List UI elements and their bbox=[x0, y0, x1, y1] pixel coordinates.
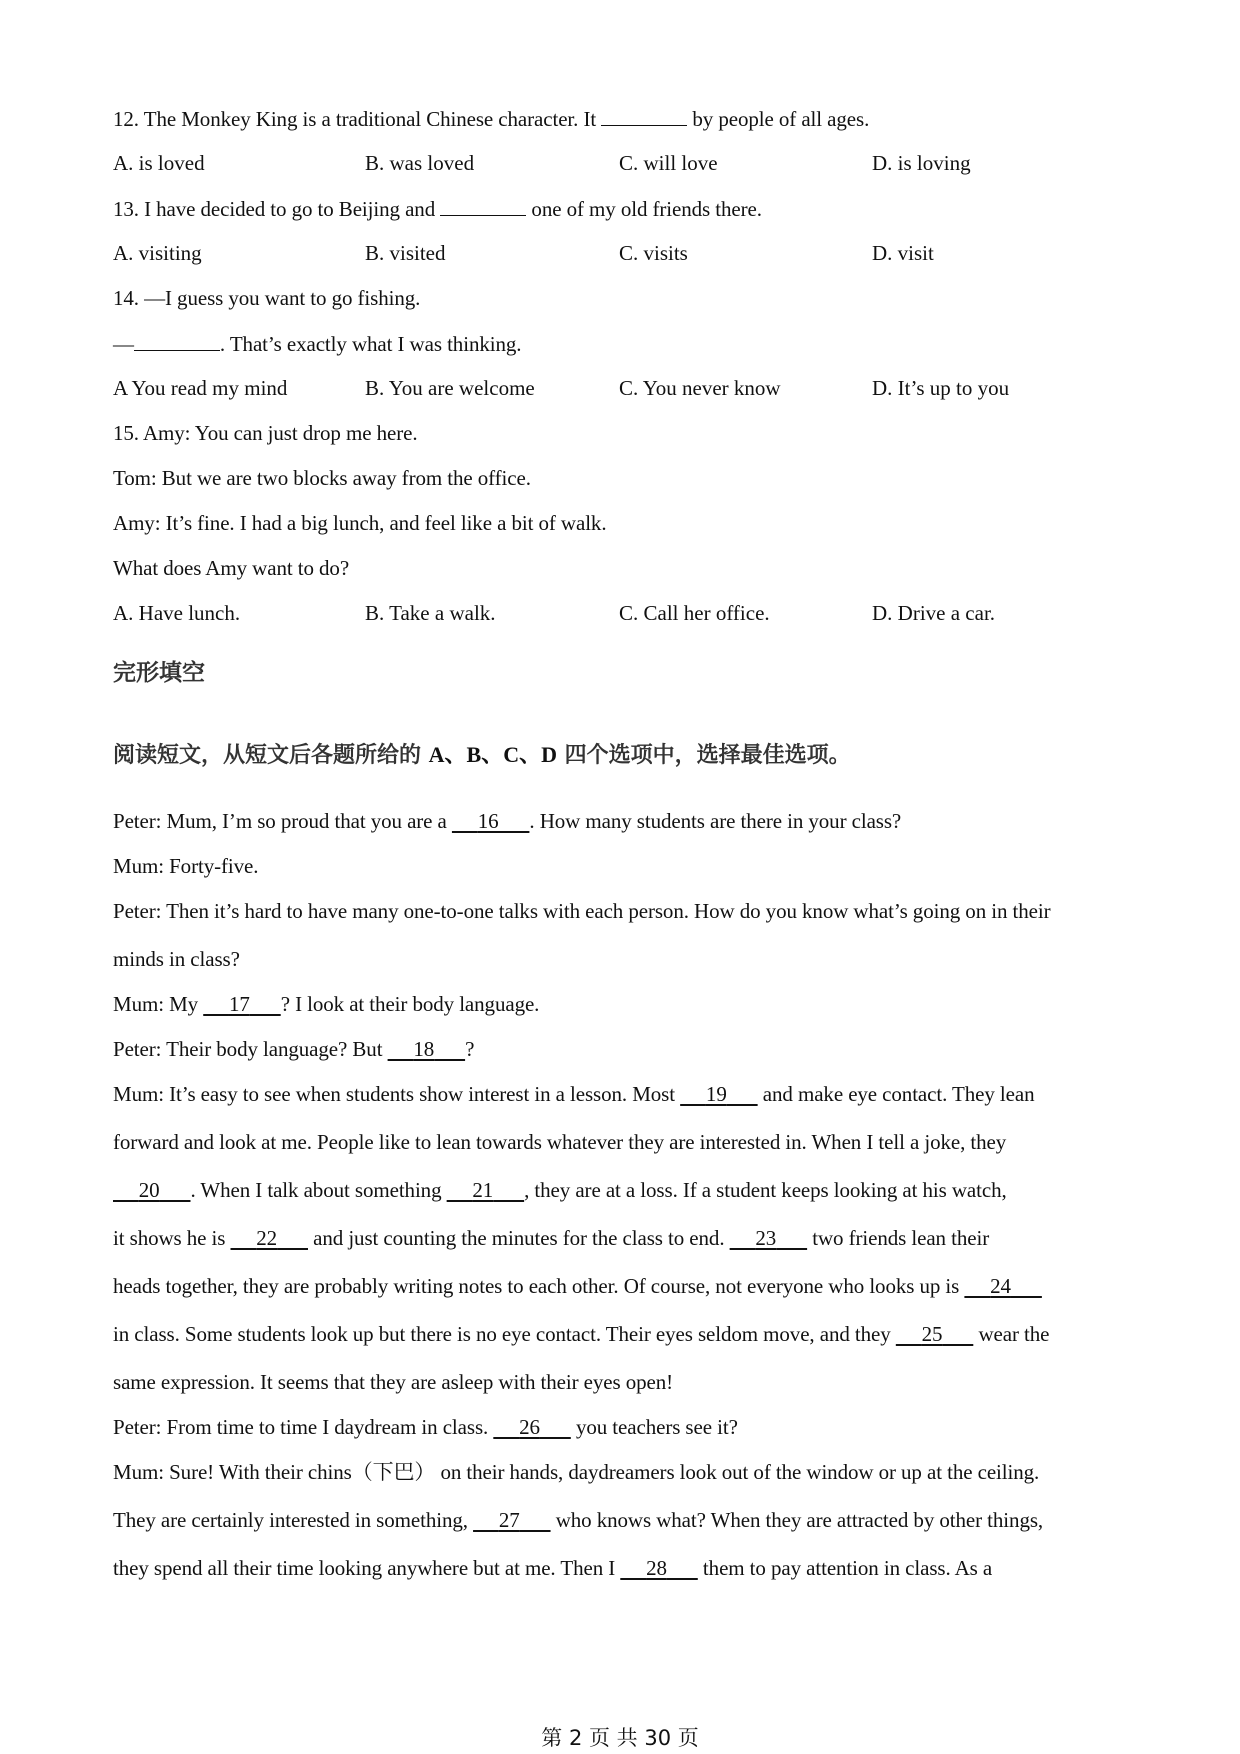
cloze-gap-23: 23 bbox=[755, 1226, 777, 1250]
option-a: A. Have lunch. bbox=[113, 601, 241, 625]
passage-line bbox=[113, 1273, 1042, 1299]
passage-line bbox=[113, 1177, 1007, 1203]
passage-text: , they are at a loss. If a student keeps looking at his watch, bbox=[524, 1178, 1007, 1202]
passage-text: . How many students are there in your class? bbox=[529, 809, 902, 833]
passage-text: who knows what? When they are attracted by other things, bbox=[550, 1508, 1044, 1532]
passage-text: forward and look at me. People like to lean towards whatever they are interested in. When I tell a joke, they bbox=[113, 1130, 1007, 1154]
answer-blank bbox=[134, 330, 220, 351]
passage-line bbox=[113, 808, 901, 834]
option-d: D. visit bbox=[872, 241, 934, 265]
cloze-gap-19: 19 bbox=[705, 1082, 727, 1106]
option-d: D. is loving bbox=[872, 151, 971, 175]
passage-text: it shows he is bbox=[113, 1226, 231, 1250]
passage-line bbox=[113, 946, 240, 972]
question-14-stem: 14. —I guess you want to go fishing. bbox=[113, 286, 421, 310]
passage-text: Mum: Sure! With their chins（下巴） on their hands, daydreamers look out of the window or up at the ceiling. bbox=[113, 1460, 1040, 1484]
cloze-gap-20: 20 bbox=[138, 1178, 160, 1202]
passage-text: heads together, they are probably writing notes to each other. Of course, not everyone who looks up is bbox=[113, 1274, 965, 1298]
option-d: D. Drive a car. bbox=[872, 601, 996, 625]
passage-text: them to pay attention in class. As a bbox=[697, 1556, 993, 1580]
cloze-gap-21: 21 bbox=[472, 1178, 494, 1202]
option-b: B. Take a walk. bbox=[365, 601, 496, 625]
question-15-options bbox=[113, 600, 1133, 626]
cloze-gap-17: 17 bbox=[228, 992, 250, 1016]
question-13-text-after: one of my old friends there. bbox=[526, 197, 762, 221]
answer-blank bbox=[440, 195, 526, 216]
instruction-text-1: 阅读短文，从短文后各题所给的 bbox=[113, 743, 429, 768]
question-15-line-1: 15. Amy: You can just drop me here. bbox=[113, 421, 418, 445]
passage-text: ? bbox=[465, 1037, 475, 1061]
passage-line bbox=[113, 1081, 1035, 1107]
option-b: B. You are welcome bbox=[365, 376, 535, 400]
passage-text: . When I talk about something bbox=[190, 1178, 447, 1202]
response-text: . That’s exactly what I was thinking. bbox=[219, 332, 522, 356]
option-c: C. visits bbox=[619, 241, 688, 265]
passage-line bbox=[113, 1414, 738, 1440]
passage-text: Peter: Then it’s hard to have many one-to-one talks with each person. How do you know what’s going on in their bbox=[113, 899, 1051, 923]
question-12-options bbox=[113, 150, 1133, 176]
passage-line bbox=[113, 1321, 1049, 1347]
passage-text: Mum: Forty-five. bbox=[113, 854, 259, 878]
option-b: B. visited bbox=[365, 241, 446, 265]
passage-text: minds in class? bbox=[113, 947, 240, 971]
passage-line bbox=[113, 1129, 1006, 1155]
cloze-gap-18: 18 bbox=[413, 1037, 435, 1061]
passage-text: Peter: Mum, I’m so proud that you are a bbox=[113, 809, 452, 833]
question-15-line-3: Amy: It’s fine. I had a big lunch, and feel like a bit of walk. bbox=[113, 511, 607, 535]
passage-text: same expression. It seems that they are asleep with their eyes open! bbox=[113, 1370, 674, 1394]
instruction-text-2: 四个选项中，选择最佳选项。 bbox=[557, 743, 851, 768]
passage-line bbox=[113, 991, 539, 1017]
option-b: B. was loved bbox=[365, 151, 475, 175]
passage-text: wear the bbox=[973, 1322, 1050, 1346]
cloze-gap-22: 22 bbox=[256, 1226, 278, 1250]
passage-line bbox=[113, 1507, 1043, 1533]
passage-line bbox=[113, 853, 258, 879]
section-title: 完形填空 bbox=[113, 660, 205, 686]
question-12-text-after: by people of all ages. bbox=[687, 107, 870, 131]
question-13-stem bbox=[113, 195, 762, 222]
question-14-response bbox=[113, 330, 521, 357]
passage-text: Peter: Their body language? But bbox=[113, 1037, 388, 1061]
passage-text: ? I look at their body language. bbox=[280, 992, 540, 1016]
cloze-gap-26: 26 bbox=[519, 1415, 540, 1439]
passage-text: two friends lean their bbox=[807, 1226, 990, 1250]
passage-text: and make eye contact. They lean bbox=[757, 1082, 1035, 1106]
question-13-text-before: 13. I have decided to go to Beijing and bbox=[113, 197, 441, 221]
passage-line bbox=[113, 1225, 989, 1251]
option-d: D. It’s up to you bbox=[872, 376, 1010, 400]
passage-line bbox=[113, 1555, 992, 1581]
cloze-gap-28: 28 bbox=[646, 1556, 667, 1580]
passage-text: Mum: It’s easy to see when students show interest in a lesson. Most bbox=[113, 1082, 681, 1106]
passage-text: They are certainly interested in something, bbox=[113, 1508, 474, 1532]
passage-text: Mum: My bbox=[113, 992, 204, 1016]
passage-text: and just counting the minutes for the class to end. bbox=[308, 1226, 730, 1250]
cloze-gap-16: 16 bbox=[477, 809, 499, 833]
passage-text: they spend all their time looking anywhere but at me. Then I bbox=[113, 1556, 621, 1580]
question-14-options bbox=[113, 375, 1133, 401]
question-15-question: What does Amy want to do? bbox=[113, 556, 350, 580]
option-a: A. visiting bbox=[113, 241, 202, 265]
passage-line bbox=[113, 1036, 474, 1062]
question-15-line-2: Tom: But we are two blocks away from the office. bbox=[113, 466, 531, 490]
cloze-gap-24: 24 bbox=[990, 1274, 1011, 1298]
passage-text: you teachers see it? bbox=[570, 1415, 738, 1439]
option-c: C. will love bbox=[619, 151, 718, 175]
page-number: 第 2 页 共 30 页 bbox=[541, 1726, 699, 1750]
cloze-instruction bbox=[113, 740, 851, 771]
option-a: A You read my mind bbox=[113, 376, 288, 400]
cloze-gap-27: 27 bbox=[498, 1508, 520, 1532]
option-a: A. is loved bbox=[113, 151, 205, 175]
passage-line bbox=[113, 1369, 673, 1395]
passage-line bbox=[113, 898, 1051, 924]
response-dash: — bbox=[113, 332, 134, 356]
passage-text: Peter: From time to time I daydream in class. bbox=[113, 1415, 494, 1439]
instruction-letters: A、B、C、D bbox=[428, 742, 558, 767]
cloze-gap-25: 25 bbox=[921, 1322, 943, 1346]
option-c: C. Call her office. bbox=[619, 601, 770, 625]
question-12-text-before: 12. The Monkey King is a traditional Chinese character. It bbox=[113, 107, 602, 131]
answer-blank bbox=[601, 105, 687, 126]
question-12-stem bbox=[113, 105, 869, 132]
question-13-options bbox=[113, 240, 1133, 266]
passage-line bbox=[113, 1459, 1039, 1485]
option-c: C. You never know bbox=[619, 376, 781, 400]
passage-text: in class. Some students look up but there is no eye contact. Their eyes seldom move, and they bbox=[113, 1322, 896, 1346]
